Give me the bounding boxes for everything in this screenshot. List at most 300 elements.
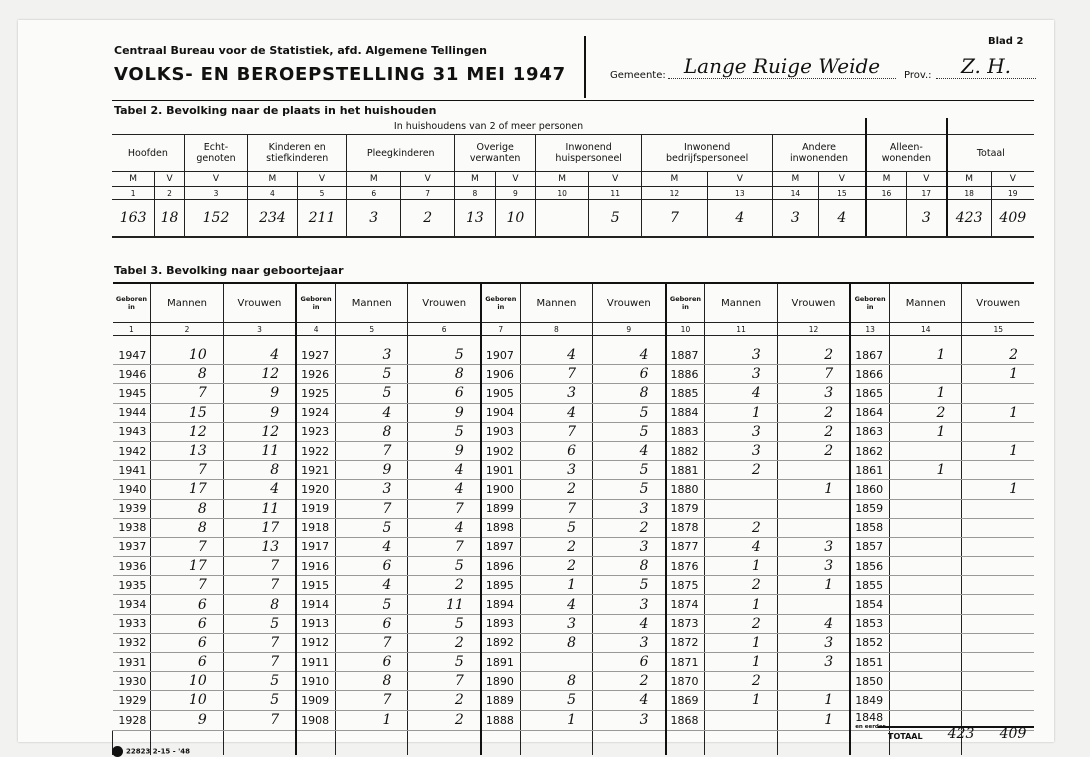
spacer-cell xyxy=(777,336,850,347)
men-header: Mannen xyxy=(705,283,777,323)
table2-group-header: Alleen- wonenden xyxy=(866,135,947,172)
birth-year: 1940 xyxy=(113,480,151,499)
table3-row xyxy=(113,614,1035,633)
birth-year: 1942 xyxy=(113,441,151,460)
birth-year: 1862 xyxy=(850,441,889,460)
women-count: 5 xyxy=(408,653,481,672)
women-count: 3 xyxy=(593,537,666,556)
table2-value: 234 xyxy=(248,200,298,238)
women-count xyxy=(962,537,1034,556)
birth-year: 1885 xyxy=(666,384,705,403)
birth-year: 1883 xyxy=(666,422,705,441)
women-count: 5 xyxy=(593,422,666,441)
table2-sex-cell: V xyxy=(818,172,866,187)
birth-year: 1877 xyxy=(666,537,705,556)
men-count xyxy=(520,653,592,672)
table2-value: 423 xyxy=(947,200,991,238)
birth-year: 1869 xyxy=(666,691,705,710)
birth-year: 1922 xyxy=(296,441,335,460)
birth-year: 1937 xyxy=(113,537,151,556)
women-count: 5 xyxy=(593,576,666,595)
birth-year: 1933 xyxy=(113,614,151,633)
women-header: Vrouwen xyxy=(223,283,296,323)
birth-year: 1884 xyxy=(666,403,705,422)
women-count: 3 xyxy=(777,653,850,672)
women-count: 5 xyxy=(593,461,666,480)
spacer-cell xyxy=(296,336,335,347)
men-count: 3 xyxy=(705,422,777,441)
women-count: 7 xyxy=(223,576,296,595)
men-count xyxy=(890,672,962,691)
women-count: 17 xyxy=(223,518,296,537)
table2-column-number: 15 xyxy=(818,187,866,200)
table2-blank-cell xyxy=(866,118,947,135)
table3-row xyxy=(113,691,1035,710)
men-count xyxy=(890,365,962,384)
women-count: 1 xyxy=(777,576,850,595)
birth-year: 1873 xyxy=(666,614,705,633)
table2-sex-cell: V xyxy=(991,172,1034,187)
table3-column-number: 6 xyxy=(408,323,481,336)
table2-sex-row xyxy=(112,172,1034,187)
table3-column-number: 5 xyxy=(336,323,408,336)
men-count xyxy=(890,653,962,672)
birth-year: 1923 xyxy=(296,422,335,441)
women-count: 1 xyxy=(777,710,850,730)
men-count: 10 xyxy=(151,346,223,365)
men-count: 8 xyxy=(336,422,408,441)
spacer-cell xyxy=(666,336,705,347)
birth-year: 1851 xyxy=(850,653,889,672)
men-count: 5 xyxy=(336,518,408,537)
table3-column-number: 14 xyxy=(890,323,962,336)
birth-year: 1905 xyxy=(481,384,520,403)
men-count: 1 xyxy=(705,557,777,576)
men-count: 1 xyxy=(890,346,962,365)
men-count: 8 xyxy=(151,518,223,537)
form-code-text: 22823 2-15 - '48 xyxy=(126,747,190,756)
table2-column-number: 18 xyxy=(947,187,991,200)
women-count: 5 xyxy=(593,480,666,499)
men-count: 7 xyxy=(151,461,223,480)
spacer-cell xyxy=(223,336,296,347)
table3-row xyxy=(113,595,1035,614)
women-count xyxy=(962,576,1034,595)
total-women: 409 xyxy=(999,726,1027,742)
table2-sex-cell: M xyxy=(947,172,991,187)
women-count xyxy=(962,614,1034,633)
birth-year: 1874 xyxy=(666,595,705,614)
table3-title: Tabel 3. Bevolking naar geboortejaar xyxy=(114,264,344,277)
table2-sex-cell: V xyxy=(906,172,946,187)
table2-column-number: 3 xyxy=(184,187,247,200)
table2-column-number: 4 xyxy=(248,187,298,200)
men-count: 3 xyxy=(705,346,777,365)
women-count: 7 xyxy=(777,365,850,384)
organisation-name: Centraal Bureau voor de Statistiek, afd. Algemene Tellingen xyxy=(114,44,487,57)
spacer-cell xyxy=(408,730,481,755)
men-count: 3 xyxy=(520,461,592,480)
table2-group-header: Pleegkinderen xyxy=(347,135,455,172)
birth-year: 1853 xyxy=(850,614,889,633)
women-count xyxy=(962,384,1034,403)
women-count xyxy=(777,595,850,614)
birth-year: 1924 xyxy=(296,403,335,422)
women-count: 9 xyxy=(408,441,481,460)
table2-sex-cell: M xyxy=(773,172,819,187)
men-count xyxy=(890,518,962,537)
birth-year: 1889 xyxy=(481,691,520,710)
table2-column-number: 19 xyxy=(991,187,1034,200)
men-count xyxy=(705,499,777,518)
table3-row xyxy=(113,499,1035,518)
birth-year: 1935 xyxy=(113,576,151,595)
table3-column-number: 8 xyxy=(520,323,592,336)
men-count: 3 xyxy=(520,384,592,403)
birth-year: 1896 xyxy=(481,557,520,576)
table2-column-number: 9 xyxy=(495,187,536,200)
table3-row xyxy=(113,653,1035,672)
men-count: 8 xyxy=(151,365,223,384)
men-count: 4 xyxy=(520,595,592,614)
table2-sex-cell: M xyxy=(536,172,589,187)
men-count: 8 xyxy=(520,672,592,691)
birth-year: 1913 xyxy=(296,614,335,633)
table2-column-number: 11 xyxy=(589,187,642,200)
men-count: 7 xyxy=(520,422,592,441)
table3-row xyxy=(113,346,1035,365)
table2-number-row xyxy=(112,187,1034,200)
women-count: 2 xyxy=(962,346,1034,365)
men-count: 1 xyxy=(705,595,777,614)
gemeente-value: Lange Ruige Weide xyxy=(668,54,896,79)
men-count xyxy=(890,691,962,710)
birth-year: 1898 xyxy=(481,518,520,537)
table3-row xyxy=(113,537,1035,556)
women-count xyxy=(962,518,1034,537)
women-count: 2 xyxy=(408,691,481,710)
women-count: 8 xyxy=(593,384,666,403)
table2-sex-cell: V xyxy=(297,172,347,187)
women-count: 8 xyxy=(593,557,666,576)
table3-header-row xyxy=(113,283,1035,323)
women-count: 2 xyxy=(593,672,666,691)
table2-group-header: Inwonend bedrijfspersoneel xyxy=(642,135,773,172)
women-count: 11 xyxy=(223,499,296,518)
birth-year: 1901 xyxy=(481,461,520,480)
born-in-header: Geboren in xyxy=(850,283,889,323)
table2-column-number: 6 xyxy=(347,187,401,200)
birth-year: 1939 xyxy=(113,499,151,518)
birth-year: 1904 xyxy=(481,403,520,422)
table3-row xyxy=(113,441,1035,460)
birth-year: 1909 xyxy=(296,691,335,710)
birth-year: 1943 xyxy=(113,422,151,441)
women-count: 4 xyxy=(408,480,481,499)
table3-birth-year xyxy=(112,282,1034,755)
birth-year: 1931 xyxy=(113,653,151,672)
table2-household-position xyxy=(112,118,1034,238)
table2-column-number: 13 xyxy=(707,187,772,200)
province-value: Z. H. xyxy=(936,54,1036,79)
table3-column-number: 7 xyxy=(481,323,520,336)
table3-spacer-row xyxy=(113,336,1035,347)
women-count: 3 xyxy=(777,557,850,576)
men-header: Mannen xyxy=(151,283,223,323)
men-count xyxy=(890,441,962,460)
table2-title: Tabel 2. Bevolking naar de plaats in het huishouden xyxy=(114,104,437,117)
table2-value: 4 xyxy=(707,200,772,238)
table2-column-number: 14 xyxy=(773,187,819,200)
men-count: 6 xyxy=(151,633,223,652)
men-count: 13 xyxy=(151,441,223,460)
men-count: 5 xyxy=(520,518,592,537)
birth-year: 1894 xyxy=(481,595,520,614)
women-count: 5 xyxy=(223,672,296,691)
gemeente-label: Gemeente: xyxy=(610,70,666,81)
table2-sex-cell: V xyxy=(184,172,247,187)
women-count: 3 xyxy=(593,595,666,614)
men-count: 3 xyxy=(705,441,777,460)
women-count: 5 xyxy=(408,422,481,441)
table2-value: 2 xyxy=(401,200,455,238)
birth-year: 1895 xyxy=(481,576,520,595)
men-count xyxy=(890,633,962,652)
birth-year: 1879 xyxy=(666,499,705,518)
table2-column-number: 1 xyxy=(112,187,155,200)
table3-row xyxy=(113,557,1035,576)
birth-year: 1925 xyxy=(296,384,335,403)
birth-year: 1887 xyxy=(666,346,705,365)
men-count: 6 xyxy=(151,595,223,614)
men-count: 12 xyxy=(151,422,223,441)
birth-year: 1907 xyxy=(481,346,520,365)
women-count xyxy=(962,557,1034,576)
men-count: 3 xyxy=(336,346,408,365)
women-count: 4 xyxy=(777,614,850,633)
birth-year: 1917 xyxy=(296,537,335,556)
women-count: 5 xyxy=(408,557,481,576)
birth-year: 1919 xyxy=(296,499,335,518)
women-count: 3 xyxy=(777,384,850,403)
women-count: 7 xyxy=(223,653,296,672)
birth-year: 1900 xyxy=(481,480,520,499)
birth-year: 1868 xyxy=(666,710,705,730)
birth-year: 1863 xyxy=(850,422,889,441)
born-in-header: Geboren in xyxy=(296,283,335,323)
table2-group-header: Kinderen en stiefkinderen xyxy=(248,135,347,172)
women-count: 7 xyxy=(408,672,481,691)
birth-year: 1910 xyxy=(296,672,335,691)
women-count: 6 xyxy=(593,365,666,384)
birth-year: 1875 xyxy=(666,576,705,595)
province-label: Prov.: xyxy=(904,70,932,81)
women-count: 1 xyxy=(962,365,1034,384)
birth-year: 1926 xyxy=(296,365,335,384)
birth-year: 1903 xyxy=(481,422,520,441)
birth-year: 1861 xyxy=(850,461,889,480)
men-count xyxy=(890,614,962,633)
birth-year: 1947 xyxy=(113,346,151,365)
table2-sex-cell: V xyxy=(155,172,185,187)
women-count: 4 xyxy=(408,518,481,537)
birth-year: 1902 xyxy=(481,441,520,460)
table3-column-number: 10 xyxy=(666,323,705,336)
men-count: 2 xyxy=(705,614,777,633)
women-count: 4 xyxy=(593,691,666,710)
spacer-cell xyxy=(850,336,889,347)
birth-year: 1932 xyxy=(113,633,151,652)
birth-year: 1854 xyxy=(850,595,889,614)
table3-column-number: 3 xyxy=(223,323,296,336)
women-count xyxy=(962,691,1034,710)
table2-sex-cell: M xyxy=(455,172,495,187)
birth-year: 1930 xyxy=(113,672,151,691)
men-count: 9 xyxy=(336,461,408,480)
women-header: Vrouwen xyxy=(593,283,666,323)
table2-value: 18 xyxy=(155,200,185,238)
table2-value: 152 xyxy=(184,200,247,238)
men-count: 7 xyxy=(520,499,592,518)
men-count: 2 xyxy=(520,557,592,576)
table2-column-number: 2 xyxy=(155,187,185,200)
birth-year: 1850 xyxy=(850,672,889,691)
women-count xyxy=(962,422,1034,441)
women-header: Vrouwen xyxy=(777,283,850,323)
women-count xyxy=(962,461,1034,480)
men-count: 7 xyxy=(336,633,408,652)
and-earlier-note: en eerder xyxy=(855,723,886,730)
spacer-cell xyxy=(705,730,777,755)
table2-value: 13 xyxy=(455,200,495,238)
men-count xyxy=(890,595,962,614)
women-count: 6 xyxy=(593,653,666,672)
men-count xyxy=(890,499,962,518)
born-in-header: Geboren in xyxy=(666,283,705,323)
birth-year: 1872 xyxy=(666,633,705,652)
spacer-cell xyxy=(962,336,1034,347)
women-count: 2 xyxy=(408,633,481,652)
men-count: 9 xyxy=(151,710,223,730)
birth-year: 1852 xyxy=(850,633,889,652)
born-in-header: Geboren in xyxy=(113,283,151,323)
spacer-cell xyxy=(296,730,335,755)
women-count: 2 xyxy=(777,422,850,441)
table2-sex-cell: V xyxy=(707,172,772,187)
table3-row xyxy=(113,518,1035,537)
birth-year: 1892 xyxy=(481,633,520,652)
women-count: 3 xyxy=(593,499,666,518)
birth-year: 1912 xyxy=(296,633,335,652)
table2-column-number: 17 xyxy=(906,187,946,200)
men-count: 7 xyxy=(336,499,408,518)
birth-year: 1911 xyxy=(296,653,335,672)
birth-year: 1893 xyxy=(481,614,520,633)
birth-year: 1918 xyxy=(296,518,335,537)
women-count: 8 xyxy=(223,595,296,614)
table2-group-header: Echt- genoten xyxy=(184,135,247,172)
spacer-cell xyxy=(481,336,520,347)
men-count: 6 xyxy=(151,653,223,672)
women-count: 12 xyxy=(223,422,296,441)
women-count: 2 xyxy=(777,403,850,422)
men-count: 2 xyxy=(890,403,962,422)
table2-group-header: Hoofden xyxy=(112,135,184,172)
birth-year: 1908 xyxy=(296,710,335,730)
birth-year: 1871 xyxy=(666,653,705,672)
table2-column-number: 7 xyxy=(401,187,455,200)
spacer-cell xyxy=(777,730,850,755)
women-count: 2 xyxy=(777,346,850,365)
table3-row xyxy=(113,422,1035,441)
men-count: 1 xyxy=(705,653,777,672)
women-count: 3 xyxy=(777,537,850,556)
men-count: 8 xyxy=(520,633,592,652)
men-count: 1 xyxy=(705,633,777,652)
table2-group-header: Overige verwanten xyxy=(455,135,536,172)
table2-column-number: 10 xyxy=(536,187,589,200)
spacer-cell xyxy=(408,336,481,347)
table2-value: 7 xyxy=(642,200,707,238)
birth-year: 1899 xyxy=(481,499,520,518)
birth-year: 1880 xyxy=(666,480,705,499)
men-count: 4 xyxy=(336,537,408,556)
birth-year: 1944 xyxy=(113,403,151,422)
women-count: 5 xyxy=(408,614,481,633)
birth-year: 1859 xyxy=(850,499,889,518)
birth-year: 1945 xyxy=(113,384,151,403)
women-count: 4 xyxy=(593,346,666,365)
birth-year: 1927 xyxy=(296,346,335,365)
women-count: 5 xyxy=(408,346,481,365)
table3-column-number: 9 xyxy=(593,323,666,336)
men-count: 1 xyxy=(520,710,592,730)
men-count: 2 xyxy=(705,672,777,691)
men-count: 5 xyxy=(520,691,592,710)
women-count xyxy=(962,653,1034,672)
women-count xyxy=(962,633,1034,652)
birth-year: 1867 xyxy=(850,346,889,365)
table2-value xyxy=(536,200,589,238)
women-count: 4 xyxy=(223,480,296,499)
men-count: 2 xyxy=(520,537,592,556)
women-count: 2 xyxy=(408,576,481,595)
form-title: VOLKS- EN BEROEPSTELLING 31 MEI 1947 xyxy=(114,64,566,85)
birth-year: 1849 xyxy=(850,691,889,710)
women-count: 5 xyxy=(593,403,666,422)
table2-group-header: Inwonend huispersoneel xyxy=(536,135,642,172)
birth-year: 1856 xyxy=(850,557,889,576)
spacer-cell xyxy=(223,730,296,755)
birth-year: 1855 xyxy=(850,576,889,595)
table2-column-number: 5 xyxy=(297,187,347,200)
birth-year: 1882 xyxy=(666,441,705,460)
table2-value: 10 xyxy=(495,200,536,238)
table2-sex-cell: V xyxy=(495,172,536,187)
birth-year-value: 1848 xyxy=(855,710,884,724)
table2-value: 409 xyxy=(991,200,1034,238)
birth-year: 1914 xyxy=(296,595,335,614)
table3-column-number: 2 xyxy=(151,323,223,336)
birth-year: 1946 xyxy=(113,365,151,384)
men-count: 2 xyxy=(705,461,777,480)
birth-year: 1876 xyxy=(666,557,705,576)
women-count: 4 xyxy=(593,614,666,633)
table2-sex-cell: V xyxy=(589,172,642,187)
men-count: 4 xyxy=(336,576,408,595)
men-count: 3 xyxy=(336,480,408,499)
women-count: 2 xyxy=(777,441,850,460)
